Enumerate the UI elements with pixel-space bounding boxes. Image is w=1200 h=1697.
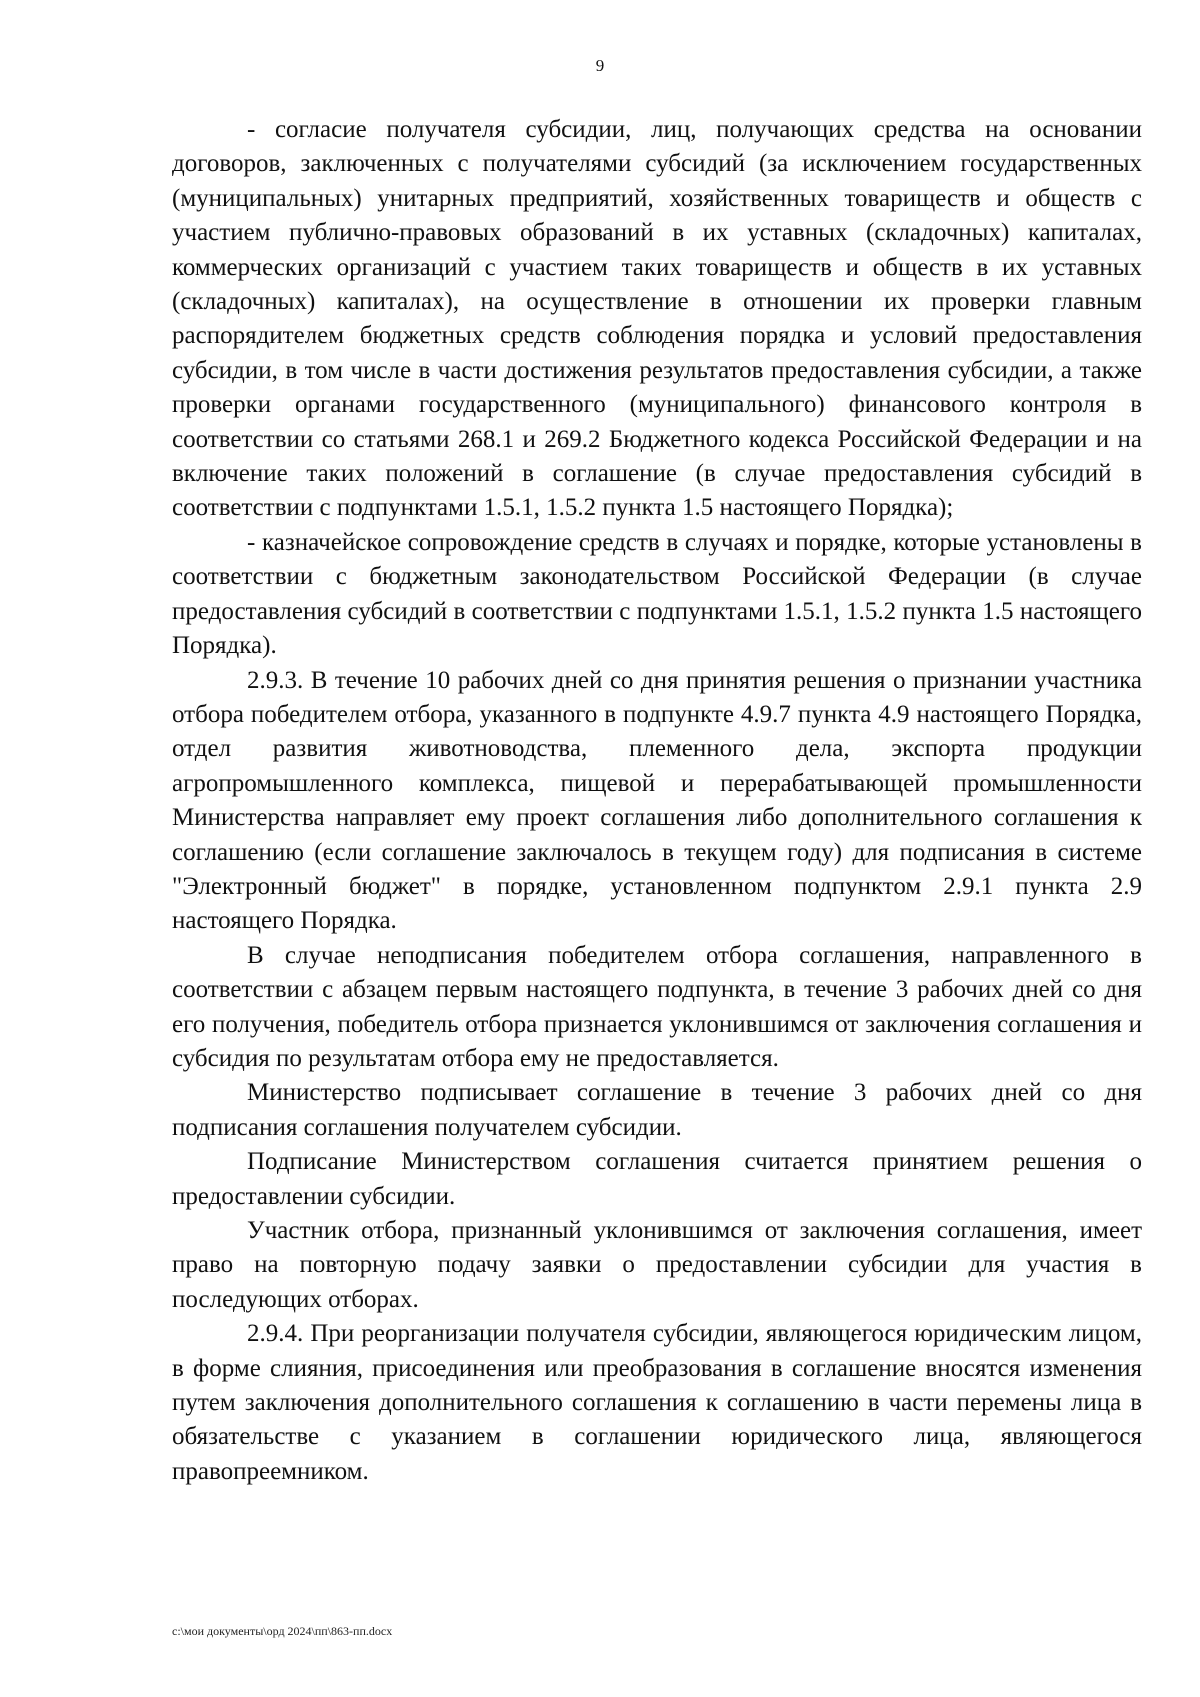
- paragraph-signing-decision: Подписание Министерством соглашения считается принятием решения о предоставлении субсидии.: [172, 1148, 1142, 1210]
- paragraph-non-signing: В случае неподписания победителем отбора соглашения, направленного в соответствии с абзацем первым настоящего подпункта, в течение 3 рабочих дней со дня его получения, победитель отбора признается уклонившимся от заключения соглашения и субсидия по результатам отбора ему не предоставляется.: [172, 941, 1142, 1072]
- paragraph-ministry-signs: Министерство подписывает соглашение в течение 3 рабочих дней со дня подписания соглашения получателем субсидии.: [172, 1079, 1142, 1141]
- paragraph-treasury-support: - казначейское сопровождение средств в случаях и порядке, которые установлены в соответствии с бюджетным законодательством Российской Федерации (в случае предоставления субсидий в соответствии с подпунктами 1.5.1, 1.5.2 пункта 1.5 настоящего Порядка).: [172, 528, 1142, 660]
- document-body: [172, 113, 1142, 1489]
- paragraph-2-9-3: 2.9.3. В течение 10 рабочих дней со дня принятия решения о признании участника отбора победителем отбора, указанного в подпункте 4.9.7 пункта 4.9 настоящего Порядка, отдел развития животноводства, племенного дела, экспорта продукции агропромышленного комплекса, пищевой и перерабатывающей промышленности Министерства направляет ему проект соглашения либо дополнительного соглашения к соглашению (если соглашение заключалось в текущем году) для подписания в системе "Электронный бюджет" в порядке, установленном подпунктом 2.9.1 пункта 2.9 настоящего Порядка.: [172, 666, 1142, 935]
- paragraph-consent: - согласие получателя субсидии, лиц, получающих средства на основании договоров, заключенных с получателями субсидий (за исключением государственных (муниципальных) унитарных предприятий, хозяйственных товариществ и обществ с участием публично-правовых образований в их уставных (складочных) капиталах, коммерческих организаций с участием таких товариществ и обществ в их уставных (складочных) капиталах), на осуществление в отношении их проверки главным распорядителем бюджетных средств соблюдения порядка и условий предоставления субсидии, в том числе в части достижения результатов предоставления субсидии, а также проверки органами государственного (муниципального) финансового контроля в соответствии со статьями 268.1 и 269.2 Бюджетного кодекса Российской Федерации и на включение таких положений в соглашение (в случае предоставления субсидий в соответствии с подпунктами 1.5.1, 1.5.2 пункта 1.5 настоящего Порядка);: [172, 116, 1142, 522]
- page-number: 9: [595, 56, 605, 75]
- paragraph-2-9-4: 2.9.4. При реорганизации получателя субсидии, являющегося юридическим лицом, в форме слияния, присоединения или преобразования в соглашение вносятся изменения путем заключения дополнительного соглашения к соглашению в части перемены лица в обязательстве с указанием в соглашении юридического лица, являющегося правопреемником.: [172, 1320, 1142, 1485]
- paragraph-reapply: Участник отбора, признанный уклонившимся от заключения соглашения, имеет право на повторную подачу заявки о предоставлении субсидии для участия в последующих отборах.: [172, 1217, 1142, 1313]
- footer-file-path: c:\мои документы\орд 2024\пп\863-пп.docx: [172, 1624, 393, 1638]
